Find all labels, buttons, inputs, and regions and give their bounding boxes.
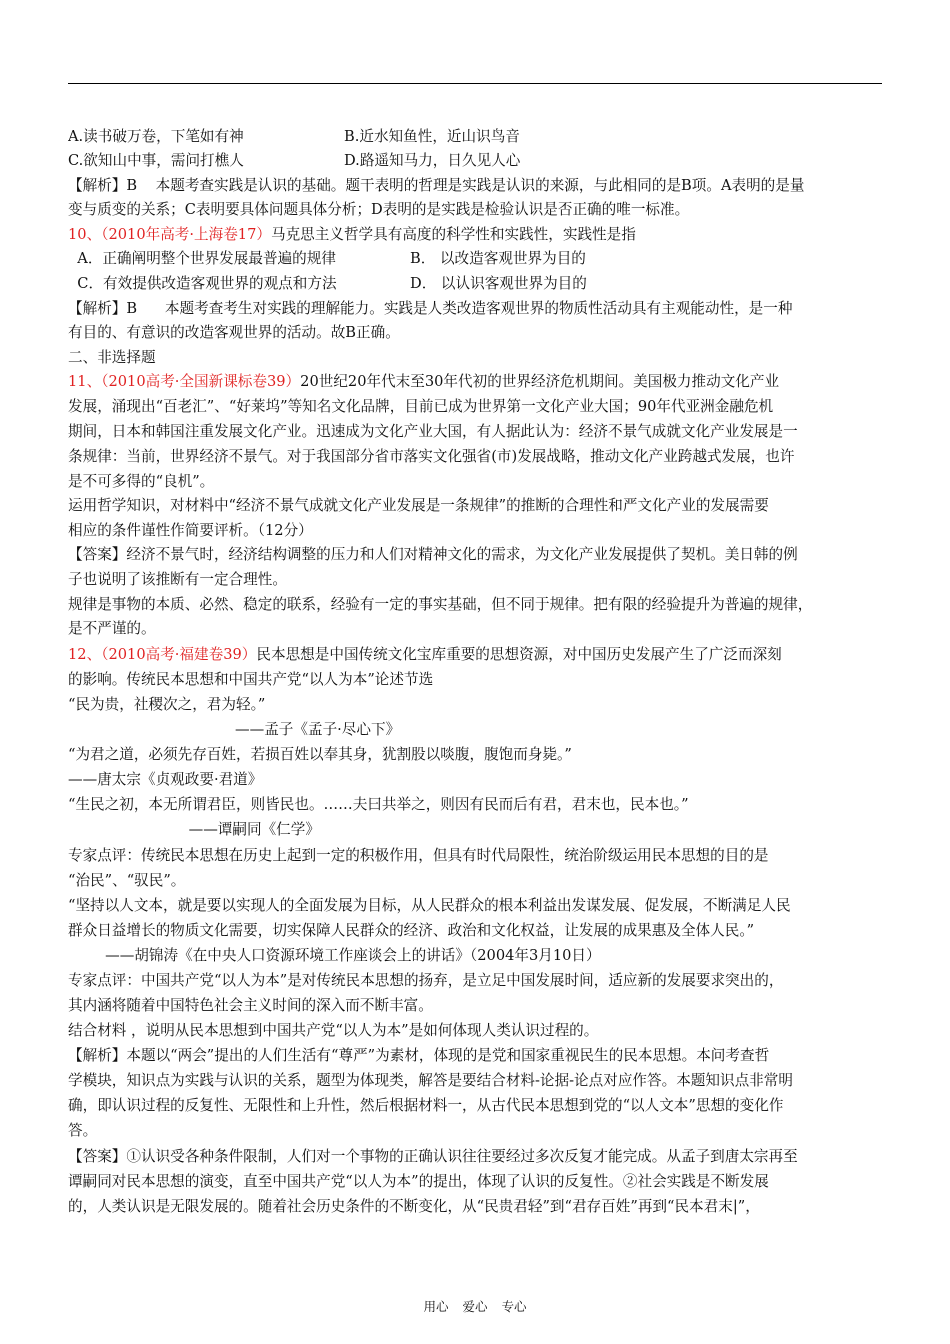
option-line: C.欲知山中事，需问打樵人 D.路遥知马力，日久见人心 — [68, 152, 521, 169]
answer-line: 子也说明了该推断有一定合理性。 — [68, 571, 287, 588]
quote-source: ——谭嗣同《仁学》 — [68, 821, 320, 838]
text-line: 是不可多得的“良机”。 — [68, 473, 215, 490]
analysis-line: 学模块，知识点为实践与认识的关系，题型为体现类，解答是要结合材料-论据-论点对应作答。本题知识点非常明 — [68, 1072, 793, 1089]
text-line: 条规律：当前，世界经济不景气。对于我国部分省市落实文化强省(市)发展战略，推动文化产业跨越式发展，也许 — [68, 448, 795, 465]
option-line: C．有效提供改造客观世界的观点和方法 D． 以认识客观世界为目的 — [68, 275, 587, 292]
comment-line: 专家点评：传统民本思想在历史上起到一定的积极作用，但具有时代局限性，统治阶级运用民本思想的目的是 — [68, 847, 769, 864]
analysis-line: 【解析】B 本题考查实践是认识的基础。题干表明的哲理是实践是认识的来源，与此相同的是B项。A表明的是量 — [68, 177, 805, 194]
answer-line: 谭嗣同对民本思想的演变，直至中国共产党“以人为本”的提出，体现了认识的反复性。②社会实践是不断发展 — [68, 1173, 769, 1190]
analysis-line: 确，即认识过程的反复性、无限性和上升性，然后根据材料一，从古代民本思想到党的“以人文本”思想的变化作 — [68, 1097, 784, 1114]
option-line: A.读书破万卷，下笔如有神 B.近水知鱼性，近山识鸟音 — [68, 128, 520, 145]
question-line: 11、（2010高考·全国新课标卷39）20世纪20年代末至30年代初的世界经济危机期间。美国极力推动文化产业 — [68, 373, 780, 390]
question-source: 10、（2010年高考·上海卷17） — [68, 226, 271, 243]
question-line: 10、（2010年高考·上海卷17）马克思主义哲学具有高度的科学性和实践性，实践性是指 — [68, 226, 636, 243]
quote-line: “民为贵，社稷次之，君为轻。” — [68, 696, 266, 713]
answer-line: 规律是事物的本质、必然、稳定的联系，经验有一定的事实基础，但不同于规律。把有限的经验提升为普遍的规律， — [68, 596, 813, 613]
analysis-line: 【解析】本题以“两会”提出的人们生活有“尊严”为素材，体现的是党和国家重视民生的民本思想。本问考查哲 — [68, 1047, 770, 1064]
header-rule — [68, 83, 882, 84]
comment-line: 其内涵将随着中国特色社会主义时间的深入而不断丰富。 — [68, 997, 433, 1014]
quote-line: “为君之道，必须先存百姓，若损百姓以奉其身，犹割股以啖腹，腹饱而身毙。” — [68, 746, 572, 763]
answer-line: 是不严谨的。 — [68, 620, 156, 637]
analysis-line: 变与质变的关系；C表明要具体问题具体分析；D表明的是实践是检验认识是否正确的唯一标准。 — [68, 201, 690, 218]
answer-line: 的，人类认识是无限发展的。随着社会历史条件的不断变化，从“民贵君轻”到“君存百姓”再到“民本君末|”， — [68, 1198, 760, 1215]
quote-source: ——孟子《孟子·尽心下》 — [68, 721, 401, 738]
comment-line: “治民”、“驭民”。 — [68, 872, 186, 889]
option-line: A．正确阐明整个世界发展最普遍的规律 B． 以改造客观世界为目的 — [68, 250, 586, 267]
text-line: 发展，涌现出“百老汇”、“好莱坞”等知名文化品牌，目前已成为世界第一文化产业大国；90年代亚洲金融危机 — [68, 398, 774, 415]
comment-line: 专家点评：中国共产党“以人为本”是对传统民本思想的扬弃，是立足中国发展时间，适应新的发展要求突出的， — [68, 972, 784, 989]
quote-line: “生民之初，本无所谓君臣，则皆民也。……夫曰共举之，则因有民而后有君，君末也，民本也。” — [68, 796, 689, 813]
text-line: 相应的条件谨性作简要评析。（12分） — [68, 522, 313, 539]
section-heading: 二、非选择题 — [68, 349, 156, 366]
quote-line: “坚持以人文本，就是要以实现人的全面发展为目标，从人民群众的根本利益出发谋发展、促发展，不断满足人民 — [68, 897, 791, 914]
page-footer: 用心 爱心 专心 — [423, 1299, 527, 1314]
quote-line: 群众日益增长的物质文化需要，切实保障人民群众的经济、政治和文化权益，让发展的成果惠及全体人民。” — [68, 922, 755, 939]
text-line: 期间，日本和韩国注重发展文化产业。迅速成为文化产业大国，有人据此认为：经济不景气成就文化产业发展是一 — [68, 423, 798, 440]
analysis-line: 答。 — [68, 1122, 98, 1139]
analysis-line: 有目的、有意识的改造客观世界的活动。故B正确。 — [68, 324, 400, 341]
quote-source: ——唐太宗《贞观政要·君道》 — [68, 771, 263, 788]
quote-source: ——胡锦涛《在中央人口资源环境工作座谈会上的讲话》（2004年3月10日） — [68, 947, 601, 964]
answer-line: 【答案】经济不景气时，经济结构调整的压力和人们对精神文化的需求，为文化产业发展提供了契机。美日韩的例 — [68, 546, 798, 563]
text-line: 的影响。传统民本思想和中国共产党“以人为本”论述节选 — [68, 671, 434, 688]
answer-line: 【答案】①认识受各种条件限制，人们对一个事物的正确认识往往要经过多次反复才能完成。从孟子到唐太宗再至 — [68, 1148, 798, 1165]
analysis-line: 【解析】B 本题考查考生对实践的理解能力。实践是人类改造客观世界的物质性活动具有主观能动性，是一种 — [68, 300, 793, 317]
question-source: 11、（2010高考·全国新课标卷39） — [68, 373, 301, 390]
text-line: 运用哲学知识，对材料中“经济不景气成就文化产业发展是一条规律”的推断的合理性和严文化产业的发展需要 — [68, 497, 769, 514]
prompt-line: 结合材料 ，说明从民本思想到中国共产党“以人为本”是如何体现人类认识过程的。 — [68, 1022, 599, 1039]
question-line: 12、（2010高考·福建卷39）民本思想是中国传统文化宝库重要的思想资源，对中国历史发展产生了广泛而深刻 — [68, 646, 782, 663]
question-source: 12、（2010高考·福建卷39） — [68, 646, 257, 663]
